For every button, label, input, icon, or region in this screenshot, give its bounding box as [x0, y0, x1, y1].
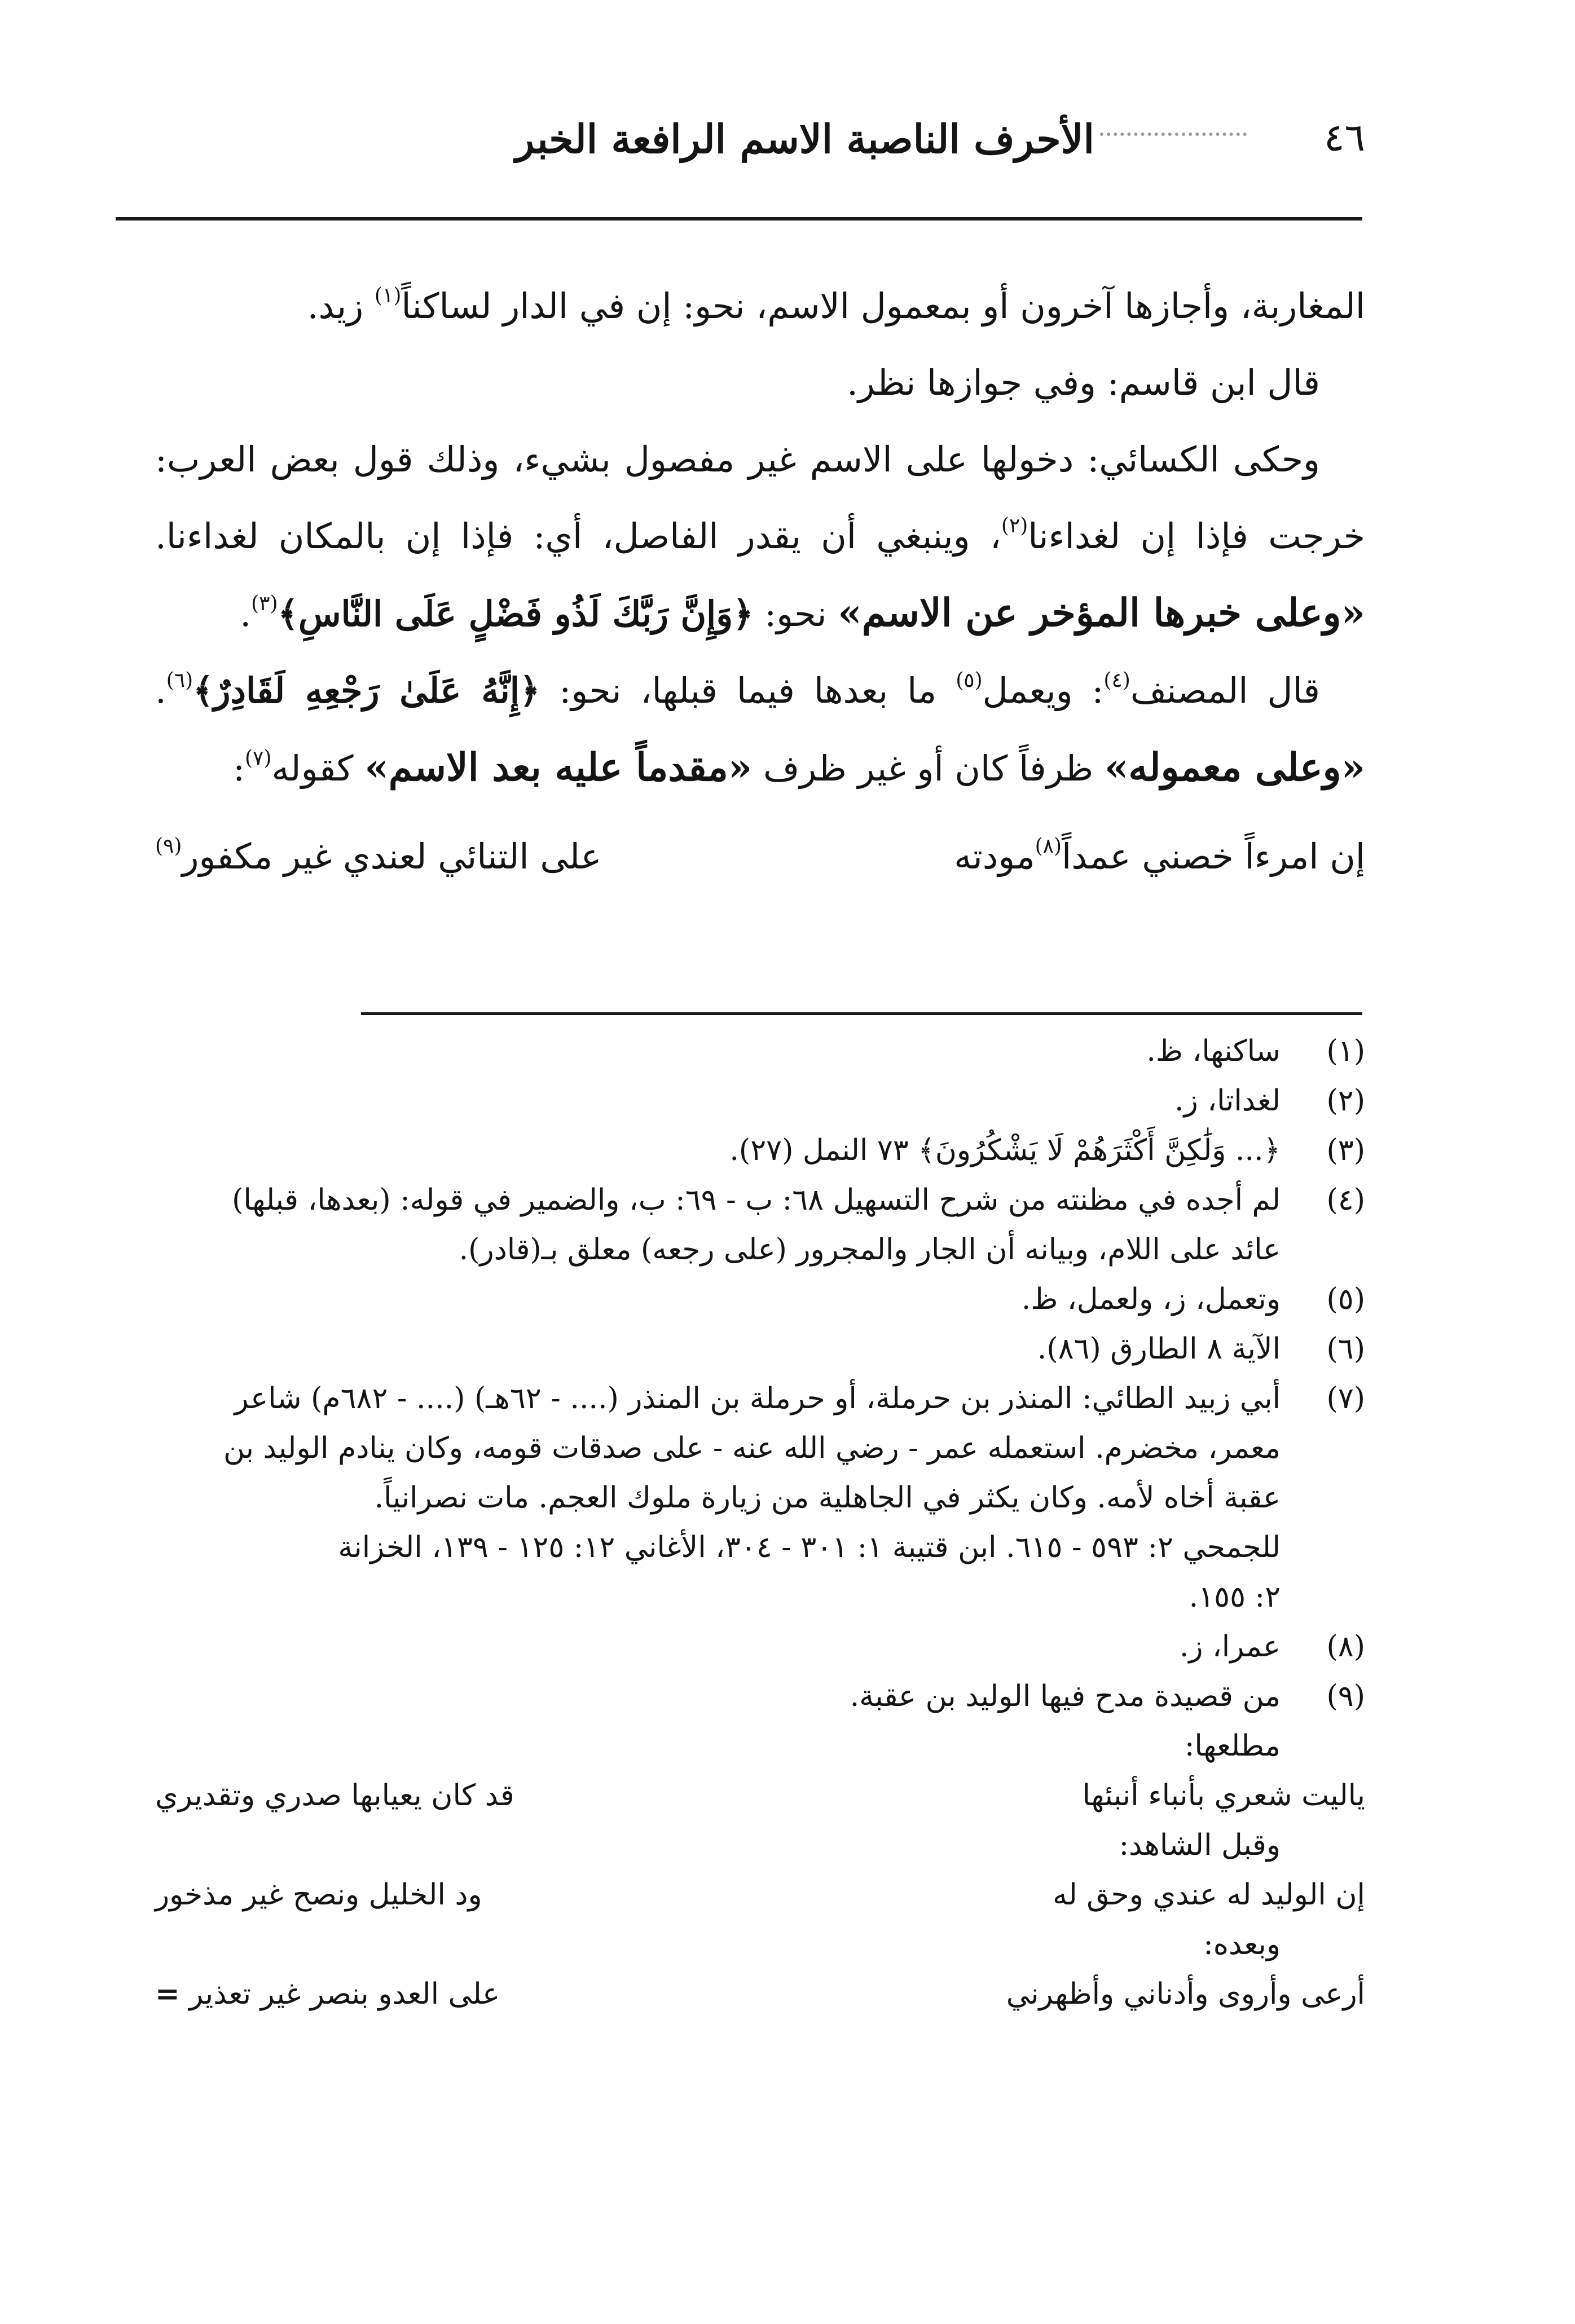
paragraph-4: قال المصنف$^{(٤)}$: ويعمل$^{(٥)}$ ما بعدها فيما قبلها، نحو: ﴿إِنَّهُ عَلَىٰ رَجْعِهِ لَقَادِرٌ﴾$^{(٦)}$. «وعلى معموله» ظرفاً كان أو غير ظرف «مقدماً عليه بعد الاسم» كقوله$^{(٧)}$:: [155, 669, 1365, 790]
continuation-mark: =: [155, 1977, 180, 2011]
footnote-2: (٢) لغداتا، ز.: [1174, 1084, 1365, 1118]
footnotes: [155, 1026, 1365, 2019]
footnote-5: (٥) وتعمل، ز، ولعمل، ظ.: [1021, 1282, 1365, 1316]
after-label: وبعده:: [1203, 1928, 1281, 1961]
poetry-verse: [155, 818, 1365, 895]
footnote-9-continuation: [155, 1721, 1365, 1771]
main-text: [155, 268, 1365, 895]
footnote-ref-5: (٥): [956, 669, 983, 692]
footnote-3: (٣) ﴿... وَلَٰكِنَّ أَكْثَرَهُمْ لَا يَشْكُرُونَ﴾ ٧٣ النمل (٢٧).: [729, 1134, 1365, 1167]
footnote-8: (٨) عمرا، ز.: [1179, 1630, 1365, 1664]
verse-second-hemistich: على التنائي لعندي غير مكفور$^{(٩)}$: [155, 835, 602, 877]
footnote-verse-2: إن الوليد له عندي وحق له ود الخليل ونصح غير مذخور: [155, 1878, 1365, 1912]
header-dot-leader: [1100, 133, 1247, 136]
paragraph-2: قال ابن قاسم: وفي جوازها نظر.: [847, 362, 1320, 403]
footnote-ref-3: (٣): [251, 592, 278, 615]
footnote-ref-8: (٨): [1035, 835, 1062, 858]
footnote-ref-4: (٤): [1103, 669, 1130, 692]
footnote-4: (٤) لم أجده في مظنته من شرح التسهيل ٦٨: ب - ٦٩: ب، والضمير في قوله: (بعدها، قبلها) عائد على اللام، وبيانه أن الجار والمجرور (على رجعه) معلق بـ(قادر).: [232, 1183, 1365, 1267]
footnotes-rule: [361, 1012, 1362, 1015]
footnote-verse-1: ياليت شعري بأنباء أنبئها قد كان يعيابها صدري وتقديري: [155, 1779, 1365, 1813]
header-rule: [116, 217, 1362, 221]
footnote-ref-1: (١): [374, 284, 402, 307]
footnote-ref-6: (٦): [166, 669, 193, 692]
footnote-6: (٦) الآية ٨ الطارق (٨٦).: [1037, 1332, 1365, 1366]
footnote-ref-2: (٢): [1001, 514, 1028, 537]
paragraph-3: وحكى الكسائي: دخولها على الاسم غير مفصول بشيء، وذلك قول بعض العرب: خرجت فإذا إن لغداءنا$^{(٢)}$، وينبغي أن يقدر الفاصل، أي: فإذا إن بالمكان لغداءنا. «وعلى خبرها المؤخر عن الاسم» نحو: ﴿وَإِنَّ رَبَّكَ لَذُو فَضْلٍ عَلَى النَّاسِ﴾$^{(٣)}$.: [155, 439, 1365, 636]
verse-first-hemistich: إن امرءاً خصني عمداً$^{(٨)}$مودته: [954, 835, 1365, 877]
matla-label: مطلعها:: [1184, 1729, 1281, 1763]
footnote-7: (٧) أبي زبيد الطائي: المنذر بن حرملة، أو حرملة بن المنذر (.... - ٦٢هـ) (.... - ٦٨٢م) شاعر معمر، مخضرم. استعمله عمر - رضي الله عنه - على صدقات قومه، وكان ينادم الوليد بن عقبة أخاه لأمه. وكان يكثر في الجاهلية من زيارة ملوك العجم. مات نصرانياً. للجمحي ٢: ٥٩٣ - ٦١٥. ابن قتيبة ١: ٣٠١ - ٣٠٤، الأغاني ١٢: ١٢٥ - ١٣٩، الخزانة ٢: ١٥٥.: [223, 1382, 1365, 1614]
before-label: وقبل الشاهد:: [1119, 1828, 1281, 1862]
footnote-9: (٩) من قصيدة مدح فيها الوليد بن عقبة.: [850, 1679, 1365, 1713]
footnote-1: (١) ساكنها، ظ.: [1146, 1034, 1365, 1068]
quran-verse: ﴿إِنَّهُ عَلَىٰ رَجْعِهِ لَقَادِرٌ﴾: [193, 670, 540, 711]
bold-matn-phrase: «وعلى معموله»: [1104, 745, 1365, 790]
running-title: الأحرف الناصبة الاسم الرافعة الخبر: [515, 116, 1094, 162]
page-number: ٤٦: [1323, 116, 1365, 160]
footnote-ref-9: (٩): [155, 835, 182, 858]
footnote-ref-7: (٧): [245, 747, 272, 770]
bold-matn-phrase: «وعلى خبرها المؤخر عن الاسم»: [838, 590, 1365, 636]
quran-verse: ﴿وَإِنَّ رَبَّكَ لَذُو فَضْلٍ عَلَى النَّاسِ﴾: [278, 593, 754, 634]
running-header: [147, 116, 1365, 178]
footnote-verse-3: أرعى وأروى وأدناني وأظهرني على العدو بنصر غير تعذير =: [155, 1977, 1365, 2011]
bold-matn-phrase: «مقدماً عليه بعد الاسم»: [364, 745, 753, 790]
paragraph-1: المغاربة، وأجازها آخرون أو بمعمول الاسم، نحو: إن في الدار لساكناً$^{(١)}$ زيد.: [307, 284, 1365, 327]
